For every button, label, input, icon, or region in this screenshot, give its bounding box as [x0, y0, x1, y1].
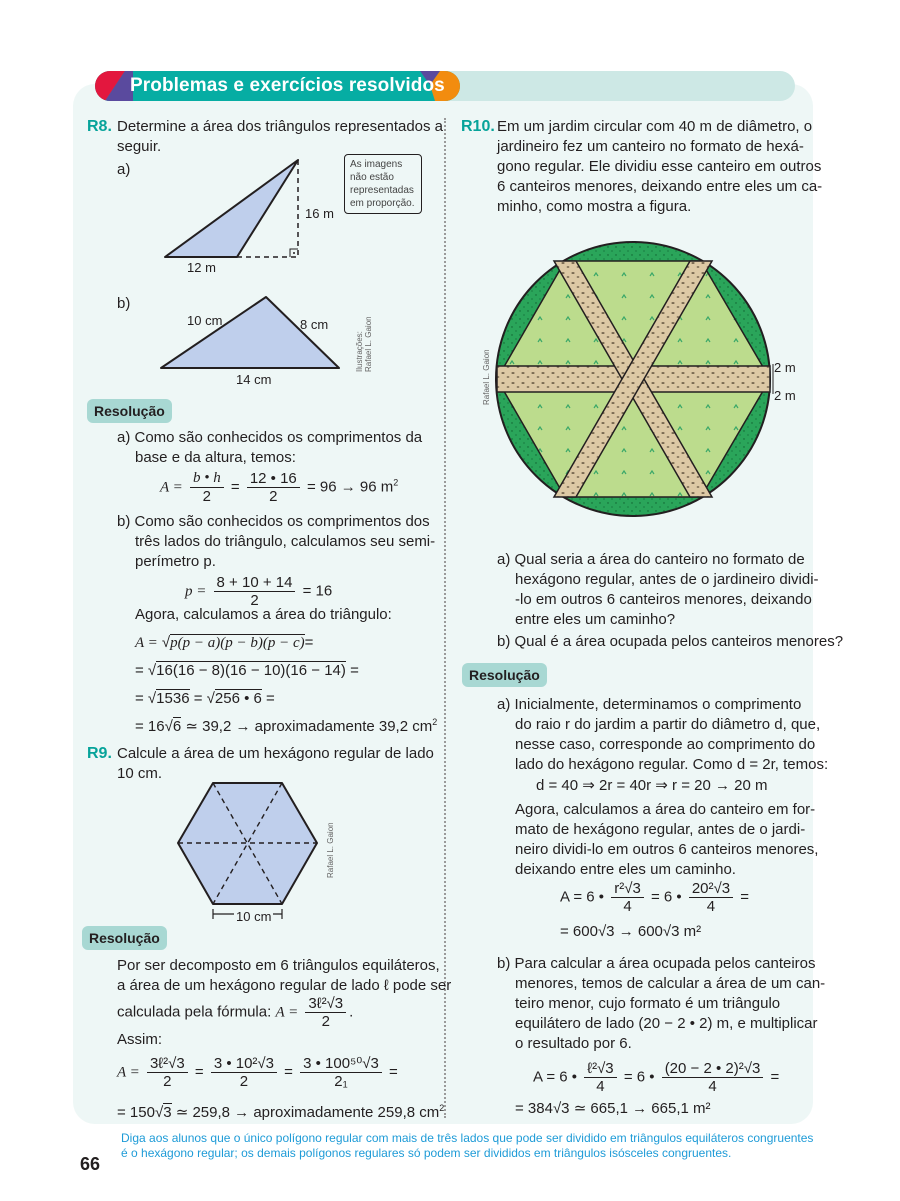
- r8-res-b-line3: perímetro p.: [135, 553, 216, 570]
- res-line: lado do hexágono regular. Como d = 2r, temos:: [515, 756, 829, 773]
- question-line: entre eles um caminho?: [515, 611, 676, 628]
- res-line: nesse caso, corresponde ao comprimento do: [515, 736, 816, 753]
- r10-small-beds-area-eq: A = 6 • $\frac{\text{ℓ²√3}}{4}$ = 6 • $\frac{\text{(20 − 2 • 2)²√3}}{4}$ =: [533, 1060, 780, 1095]
- r10-label: R10.: [461, 118, 495, 135]
- triangle-a-shape: [165, 160, 298, 257]
- page-number: 66: [80, 1154, 101, 1174]
- res-line: Agora, calculamos a área do canteiro em for-: [515, 801, 816, 818]
- fig-a-label: a): [117, 161, 131, 178]
- res-line: neiro dividi-lo em outros 6 canteiros menores,: [515, 841, 819, 858]
- credit-line: Ilustrações:: [355, 331, 364, 372]
- r8-resolution-badge: Resolução: [87, 399, 172, 423]
- r8-heron-eq1: A = √p(p − a)(p − b)(p − c)=: [135, 634, 314, 651]
- res-line: do raio r do jardim a partir do diâmetro d, que,: [515, 716, 821, 733]
- r9-resolution-badge: Resolução: [82, 926, 167, 950]
- r8-res-b-line1: b) Como são conhecidos os comprimentos dos: [117, 513, 430, 530]
- question-line: hexágono regular, antes de o jardineiro dividi-: [515, 571, 819, 588]
- r8-heron-eq4: = 16√6 ≃ 39,2 → aproximadamente 39,2 $cm^2$: [135, 717, 438, 735]
- note-line: representadas: [350, 185, 414, 196]
- statement-line: gono regular. Ele dividiu esse canteiro em outros: [497, 158, 822, 175]
- r10-res-a: [497, 695, 828, 775]
- r8-res-b-line4: Agora, calculamos a área do triângulo:: [135, 606, 392, 623]
- hexagon-credit: Rafael L. Gaion: [326, 822, 335, 878]
- res-line: o resultado por 6.: [515, 1035, 632, 1052]
- credit-line: Rafael L. Gaion: [364, 316, 373, 372]
- note-line: em proporção.: [350, 198, 415, 209]
- hexagon-figure: [175, 780, 325, 920]
- r9-statement-line1: Calcule a área de um hexágono regular de lado: [117, 745, 434, 762]
- r9-res-line1: Por ser decomposto em 6 triângulos equiláteros,: [117, 957, 440, 974]
- r8-res-a-line2: base e da altura, temos:: [135, 449, 296, 466]
- r8-semiperimeter-equation: p = $\frac{8 + 10 + 14}{2}$ = 16: [185, 574, 333, 609]
- question-line: a) Qual seria a área do canteiro no formato de: [497, 551, 805, 568]
- r10-res-a-continued: [515, 800, 818, 880]
- illustration-credit: [355, 316, 373, 372]
- r10-hexagon-area-result: = 600√3 → 600√3 m²: [560, 923, 702, 940]
- statement-line: 6 canteiros menores, deixando entre eles um ca-: [497, 178, 823, 195]
- garden-credit: Rafael L. Gaion: [482, 349, 491, 405]
- fig-a-base-label: 12 m: [187, 260, 216, 275]
- r10-radius-equation: d = 40 ⇒ 2r = 40r ⇒ r = 20 → 20 m: [536, 777, 768, 794]
- r10-hexagon-area-eq: A = 6 • $\frac{\text{r²√3}}{4}$ = 6 • $\frac{\text{20²√3}}{4}$ =: [560, 880, 750, 915]
- r9-statement-line2: 10 cm.: [117, 765, 163, 782]
- r10-resolution-badge: Resolução: [462, 663, 547, 687]
- res-line: b) Para calcular a área ocupada pelos canteiros: [497, 955, 816, 972]
- fig-b-label: b): [117, 295, 131, 312]
- fig-b-side1-label: 10 cm: [187, 313, 223, 328]
- teacher-note: Diga aos alunos que o único polígono regular com mais de três lados que pode ser dividido em triângulos equiláteros congruentes é o hexágono regular; os demais polígonos regulares só podem ser divididos em triângulos isósceles congruentes.: [121, 1131, 814, 1160]
- r10-small-beds-area-result: = 384√3 ≃ 665,1 → 665,1 m²: [515, 1100, 711, 1117]
- r9-res-line4: Assim:: [117, 1031, 162, 1048]
- column-divider: [444, 118, 446, 1118]
- r10-question-a: [497, 550, 819, 630]
- section-title: Problemas e exercícios resolvidos: [130, 75, 445, 96]
- res-line: teiro menor, cujo formato é um triângulo: [515, 995, 781, 1012]
- question-line: -lo em outros 6 canteiros menores, deixando: [515, 591, 812, 608]
- fig-b-base-label: 14 cm: [236, 372, 272, 387]
- fig-a-height-label: 16 m: [305, 206, 334, 221]
- r8-label: R8.: [87, 118, 112, 135]
- r8-heron-eq2: = √16(16 − 8)(16 − 10)(16 − 14) =: [135, 662, 359, 679]
- note-line: não estão: [350, 172, 394, 183]
- r9-label: R9.: [87, 745, 112, 762]
- note-line: As imagens: [350, 159, 403, 170]
- r8-res-a-line1: a) Como são conhecidos os comprimentos da: [117, 429, 423, 446]
- r8-res-a-equation: A = $\frac{b • h}{2}$ = $\frac{12 • 16}{2}$ = 96 → 96 $m^2$: [160, 470, 399, 505]
- res-line: menores, temos de calcular a área de um can-: [515, 975, 826, 992]
- r8-res-b-line2: três lados do triângulo, calculamos seu semi-: [135, 533, 436, 550]
- fig-b-side2-label: 8 cm: [300, 317, 329, 332]
- hexagon-side-label: 10 cm: [234, 907, 273, 927]
- proportion-note-box: [344, 154, 422, 214]
- r10-statement: [497, 117, 822, 217]
- r9-res-line2: a área de um hexágono regular de lado ℓ pode ser: [117, 977, 452, 994]
- r8-statement-line2: seguir.: [117, 138, 162, 155]
- statement-line: Em um jardim circular com 40 m de diâmetro, o: [497, 118, 813, 135]
- res-line: equilátero de lado (20 − 2 • 2) m, e multiplicar: [515, 1015, 818, 1032]
- r8-statement-line1: Determine a área dos triângulos representados a: [117, 118, 444, 135]
- statement-line: minho, como mostra a figura.: [497, 198, 692, 215]
- path-width-label-2: 2 m: [774, 388, 796, 403]
- r8-heron-eq3: = √1536 = √256 • 6 =: [135, 690, 275, 707]
- statement-line: jardineiro fez um canteiro no formato de hexá-: [497, 138, 804, 155]
- res-line: a) Inicialmente, determinamos o comprimento: [497, 696, 802, 713]
- res-line: mato de hexágono regular, antes de o jardi-: [515, 821, 806, 838]
- r9-res-formula-line: calculada pela fórmula: A = $\frac{\text{3ℓ²√3}}{2}$ .: [117, 995, 354, 1030]
- res-line: deixando entre eles um caminho.: [515, 861, 736, 878]
- path-width-label-1: 2 m: [774, 360, 796, 375]
- r10-res-b: [497, 954, 825, 1054]
- r9-area-eq2: = 150√3 ≃ 259,8 → aproximadamente 259,8 $cm^2$: [117, 1103, 445, 1121]
- r9-area-eq1: A = $\frac{\text{3ℓ²√3}}{2}$ = $\frac{\text{3 • 10²√3}}{2}$ = $\frac{\text{3 • 100⁵⁰√3}}{\text{2₁}}$ =: [117, 1055, 398, 1090]
- garden-figure: [470, 220, 810, 540]
- r10-question-b: b) Qual é a área ocupada pelos canteiros menores?: [497, 633, 844, 650]
